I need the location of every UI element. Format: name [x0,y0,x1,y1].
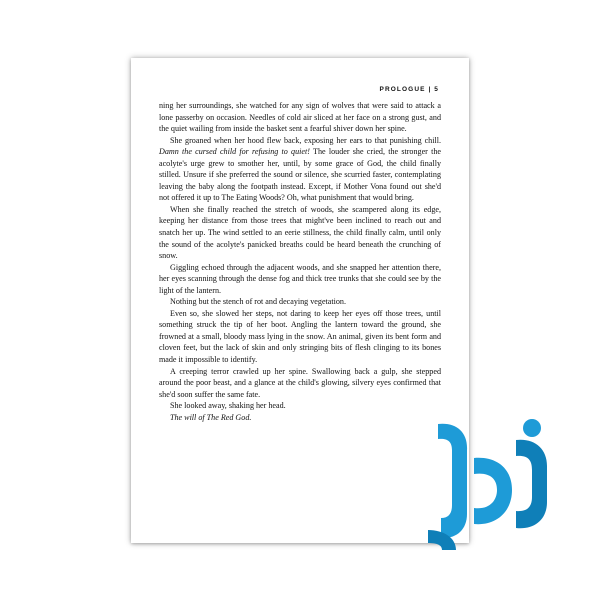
body-paragraph: When she finally reached the stretch of woods, she scampered along its edge, keeping her distance from those trees that might've been inclined to reach out and snatch her up. The wind settled to an eerie stillness, the child finally calm, until only the sound of the acolyte's panicked breaths could be heard beneath the crunching of snow. [159,204,441,261]
running-head: PROLOGUE | 5 [379,86,439,93]
page-content-area [131,58,469,543]
page-body-text [159,100,441,423]
italic-run: Damn the cursed child for refusing to quiet! [159,147,310,157]
italic-run: The will of The Red God. [170,412,252,422]
body-paragraph: She groaned when her hood flew back, exposing her ears to that punishing chill. Damn the cursed child for refusing to quiet! The louder she cried, the stronger the acolyte's urge grew to smother her, until, by some grace of God, the child finally stilled. Unsure if she preferred the sound or silence, she scurried faster, contemplating leaving the baby along the footpath instead. Except, if Mother Vona found out she'd not offered it up to The Eating Woods? Oh, what punishment that would bring. [159,135,441,203]
body-paragraph: Nothing but the stench of rot and decaying vegetation. [170,297,346,307]
body-paragraph: Even so, she slowed her steps, not daring to keep her eyes off those trees, until something struck the tip of her boot. Angling the lantern toward the ground, she frowned at a small, bloody mass lying in the snow. An animal, given its bent form and cloven feet, but the lack of skin and only stringing bits of flesh clinging to its bones made it impossible to identify. [159,308,441,365]
body-paragraph: Giggling echoed through the adjacent woods, and she snapped her attention there, her eyes scanning through the dense fog and thick tree trunks that she could see by the light of the lantern. [159,262,441,295]
body-paragraph: ning her surroundings, she watched for any sign of wolves that were said to attack a lone passerby on occasion. Needles of cold air sliced at her face on a strong gust, and the quiet wailing from inside the basket sent a fearful shiver down her spine. [159,101,441,134]
book-page [131,58,469,543]
body-paragraph [159,412,441,424]
body-paragraph: She looked away, shaking her head. [170,401,286,411]
body-paragraph: A creeping terror crawled up her spine. Swallowing back a gulp, she stepped around the poor beast, and a glance at the child's glowing, silvery eyes confirmed that she'd soon suffer the same fate. [159,366,441,399]
